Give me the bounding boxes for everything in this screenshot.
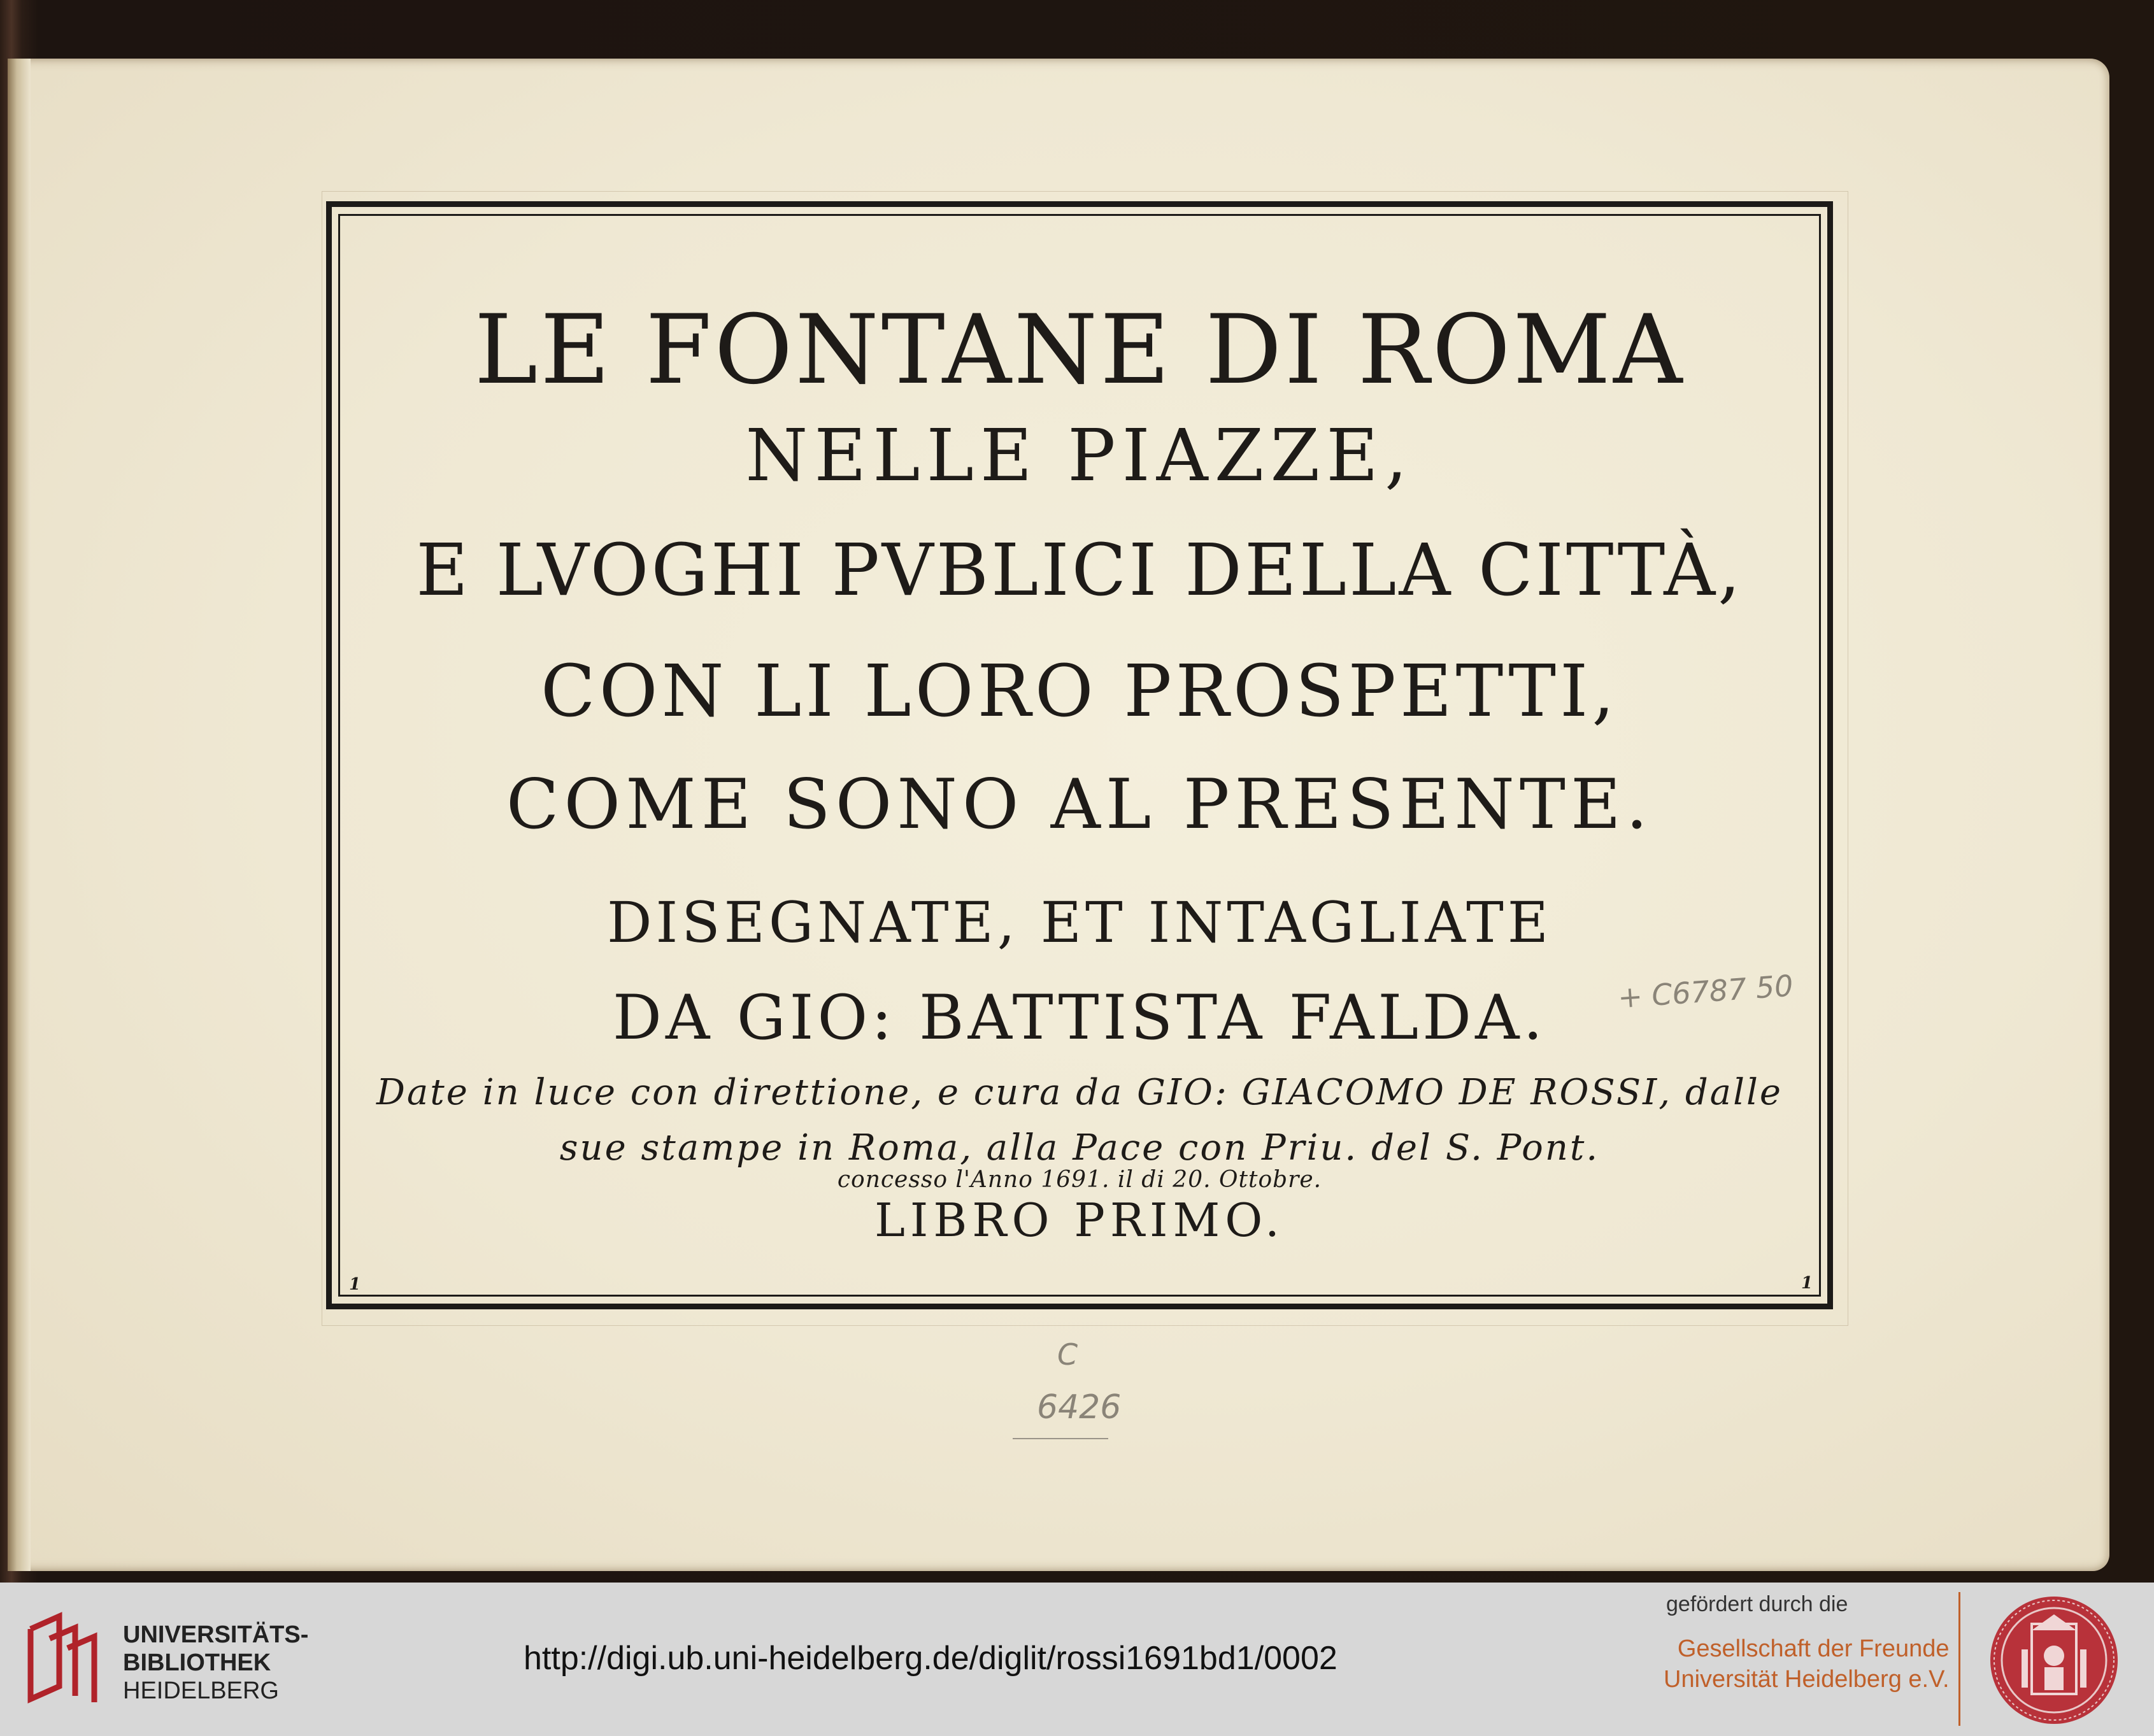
title-line-1: LE FONTANE DI ROMA <box>474 295 1685 406</box>
library-logo-icon <box>24 1610 113 1705</box>
library-name <box>123 1621 308 1705</box>
library-name-line-1: UNIVERSITÄTS- <box>123 1621 309 1648</box>
plate-number-left: 1 <box>349 1275 361 1294</box>
title-line-5: COME SONO AL PRESENTE. <box>506 765 1653 844</box>
footer-divider <box>1958 1592 1960 1726</box>
title-line-3: E LVOGHI PVBLICI DELLA CITTÀ, <box>416 529 1743 612</box>
pencil-underline <box>1013 1438 1108 1439</box>
title-line-6: DISEGNATE, ET INTAGLIATE <box>606 890 1553 955</box>
university-seal-icon <box>1986 1592 2123 1729</box>
page-gutter <box>8 59 31 1571</box>
library-name-line-3: HEIDELBERG <box>123 1677 279 1704</box>
library-name-line-2: BIBLIOTHEK <box>123 1649 271 1676</box>
title-line-4: CON LI LORO PROSPETTI, <box>541 650 1618 733</box>
privilege-line: concesso l'Anno 1691. il di 20. Ottobre. <box>837 1167 1322 1193</box>
permalink-url[interactable]: http://digi.ub.uni-heidelberg.de/diglit/rossi1691bd1/0002 <box>524 1640 1337 1677</box>
plate-number-right: 1 <box>1801 1274 1813 1293</box>
title-line-7: DA GIO: BATTISTA FALDA. <box>613 982 1546 1053</box>
pencil-mark-c: C <box>1057 1337 1078 1372</box>
imprint-line-1: Date in luce con direttione, e cura da GIO: GIACOMO DE ROSSI, dalle <box>376 1072 1783 1113</box>
title-line-2: NELLE PIAZZE, <box>745 415 1414 497</box>
sponsor-name[interactable] <box>1664 1633 1950 1695</box>
sponsor-line-1: Gesellschaft der Freunde <box>1677 1635 1950 1662</box>
pencil-shelfmark-number: 6426 <box>1037 1388 1122 1427</box>
volume-line: LIBRO PRIMO. <box>874 1193 1285 1247</box>
pencil-shelfmark-right: + C6787 50 <box>1616 968 1795 1015</box>
funded-by-label: gefördert durch die <box>1666 1592 1848 1616</box>
sponsor-line-2: Universität Heidelberg e.V. <box>1664 1666 1950 1693</box>
imprint-line-2: sue stampe in Roma, alla Pace con Priu. del S. Pont. <box>559 1127 1600 1169</box>
